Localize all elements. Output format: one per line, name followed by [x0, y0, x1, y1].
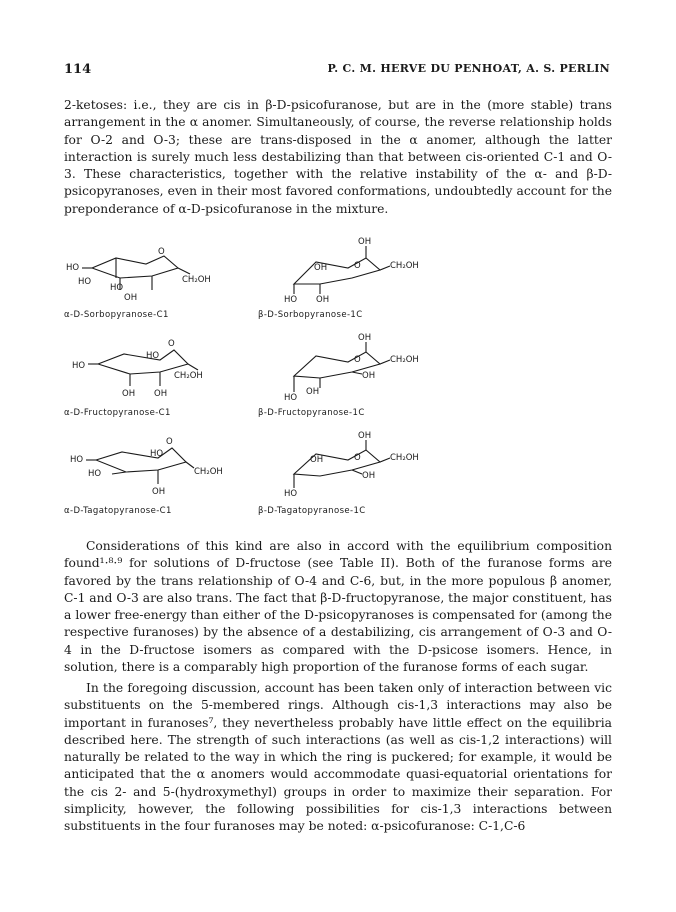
label-oh: OH	[152, 487, 166, 497]
label-ho: HO	[70, 455, 84, 465]
label-oh: OH	[154, 389, 168, 399]
label-ring-oxygen: O	[354, 453, 361, 463]
label-ho: HO	[72, 361, 86, 371]
label-ho: HO	[78, 277, 92, 287]
label-oh: OH	[310, 455, 324, 465]
structure-caption: α-D-Fructopyranose-C1	[64, 408, 171, 418]
label-oh: OH	[306, 387, 320, 397]
chair-diagram	[258, 238, 478, 308]
label-oh: OH	[358, 237, 372, 247]
label-oh: OH	[362, 371, 376, 381]
label-ch2oh: CH₂OH	[182, 275, 211, 285]
running-head: P. C. M. HERVE DU PENHOAT, A. S. PERLIN	[327, 62, 610, 75]
paragraph-1: 2-ketoses: i.e., they are cis in β-D-psicofuranose, but are in the (more stable) trans arrangement in the α anomer. Simultaneously, of course, the reverse relationship holds for O-2 and O-3; these are trans-disposed in the α anomer, although the latter interaction is surely much less destabilizing than that between cis-oriented C-1 and O-3. These characteristics, together with the relative instability of the α- and β-D-psicopyranoses, even in their most favored conformations, undoubtedly account for the preponderance of α-D-psicofuranose in the mixture.	[64, 98, 612, 216]
label-ring-oxygen: O	[166, 437, 173, 447]
label-ring-oxygen: O	[158, 247, 165, 257]
label-ch2oh: CH₂OH	[390, 261, 419, 271]
structure-beta-fructopyranose	[258, 333, 478, 424]
label-oh: OH	[362, 471, 376, 481]
structure-beta-tagatopyranose	[258, 431, 478, 522]
label-ring-oxygen: O	[354, 261, 361, 271]
label-oh: OH	[316, 295, 330, 305]
label-ho: HO	[284, 489, 298, 499]
paragraph-3: In the foregoing discussion, account has been taken only of interaction between vic substituents on the 5-membered rings. Although cis-1,3 interactions may also be important in furanoses⁷, they nevertheless probably have little effect on the equilibria described here. The strength of such interactions (as well as cis-1,2 interactions) will naturally be related to the way in which the ring is puckered; for example, it would be anticipated that the α anomers would accommodate quasi-equatorial orientations for the cis 2- and 5-(hydroxymethyl) groups in order to maximize their separation. For simplicity, however, the following possibilities for cis-1,3 interactions between substituents in the four furanoses may be noted: α-psicofuranose: C-1,C-6	[64, 681, 612, 834]
label-ho: HO	[150, 449, 164, 459]
label-ring-oxygen: O	[354, 355, 361, 365]
label-ho: HO	[66, 263, 80, 273]
label-oh: OH	[124, 293, 138, 303]
paragraph-2: Considerations of this kind are also in accord with the equilibrium composition found¹·⁸·⁹ for solutions of D-fructose (see Table II). Both of the furanose forms are favored by the trans relationship of O-4 and C-6, but, in the more populous β anomer, C-1 and O-3 are also trans. The fact that β-D-fructopyranose, the major constituent, has a lower free-energy than either of the D-psicopyranoses is compensated for (among the respective furanoses) by the absence of a destabilizing, cis arrangement of O-3 and O-4 in the D-fructose isomers as compared with the D-psicose isomers. Hence, in solution, there is a comparably high proportion of the furanose forms of each sugar.	[64, 539, 612, 675]
structure-caption: α-D-Sorbopyranose-C1	[64, 310, 169, 320]
label-ch2oh: CH₂OH	[194, 467, 223, 477]
structure-alpha-tagatopyranose	[64, 434, 284, 522]
chair-diagram	[258, 431, 478, 504]
label-oh: OH	[314, 263, 328, 273]
structure-alpha-fructopyranose	[64, 336, 284, 424]
label-oh: OH	[358, 333, 372, 343]
chair-diagram	[64, 238, 284, 308]
chair-diagram	[258, 333, 478, 406]
label-ho: HO	[284, 295, 298, 305]
page-number: 114	[64, 62, 92, 77]
label-ho: HO	[146, 351, 160, 361]
structure-caption: β-D-Sorbopyranose-1C	[258, 310, 363, 320]
chair-diagram	[64, 336, 284, 406]
label-ho: HO	[88, 469, 102, 479]
structure-caption: β-D-Tagatopyranose-1C	[258, 506, 366, 516]
label-ho: HO	[110, 283, 124, 293]
structure-caption: α-D-Tagatopyranose-C1	[64, 506, 172, 516]
structure-beta-sorbopyranose	[258, 238, 478, 326]
label-ho: HO	[284, 393, 298, 403]
label-oh: OH	[122, 389, 136, 399]
label-ch2oh: CH₂OH	[174, 371, 203, 381]
label-ring-oxygen: O	[168, 339, 175, 349]
label-ch2oh: CH₂OH	[390, 355, 419, 365]
page-header	[64, 62, 610, 82]
structure-figure	[64, 238, 612, 522]
chair-diagram	[64, 434, 284, 504]
structure-caption: β-D-Fructopyranose-1C	[258, 408, 365, 418]
label-oh: OH	[358, 431, 372, 441]
structure-alpha-sorbopyranose	[64, 238, 284, 326]
label-ch2oh: CH₂OH	[390, 453, 419, 463]
